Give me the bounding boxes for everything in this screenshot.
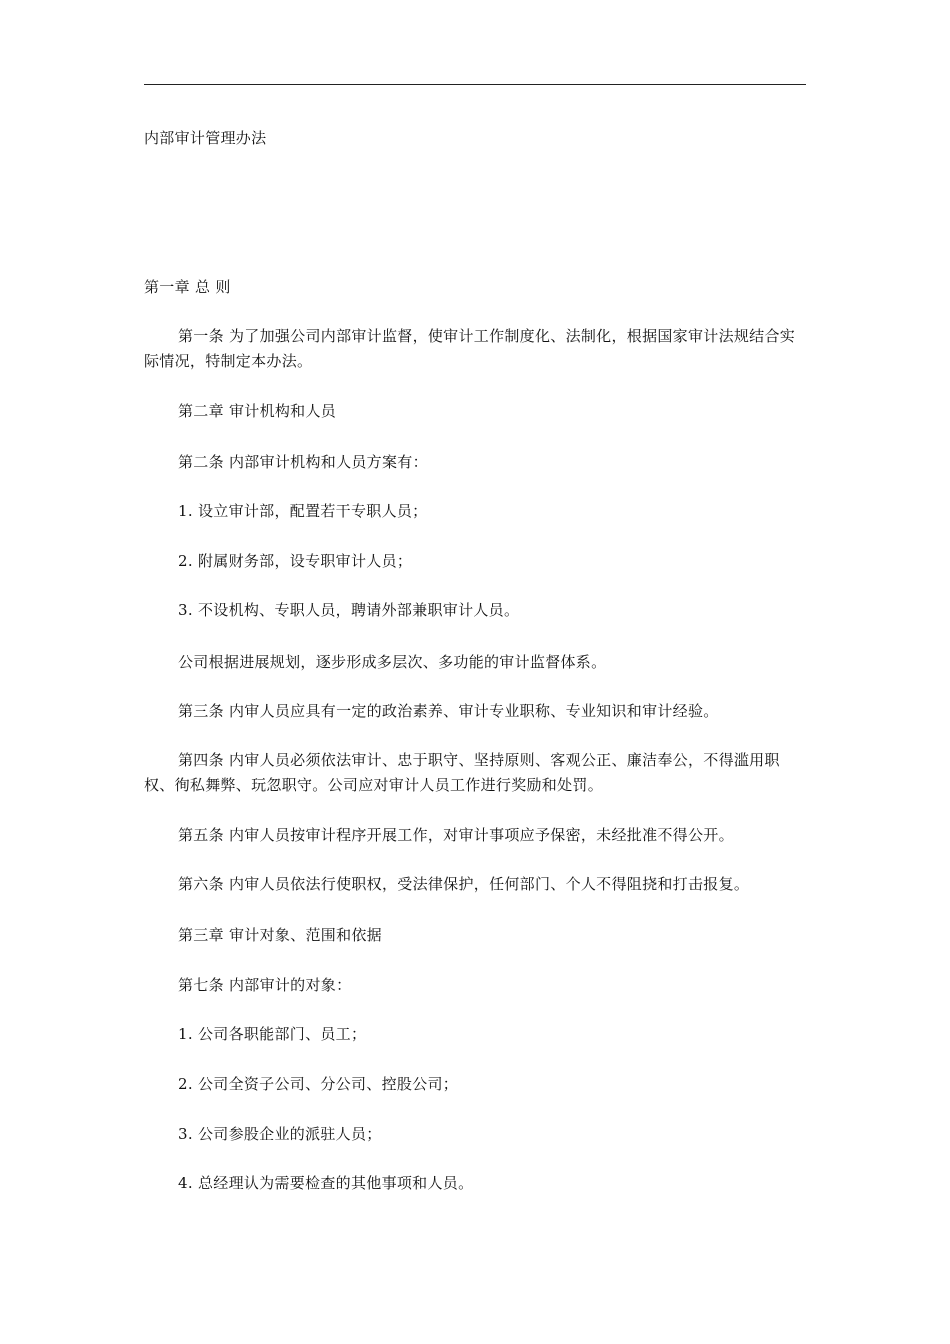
article-7-item-1: 1. 公司各职能部门、员工； [178,1025,367,1043]
chapter-2-heading: 第二章 审计机构和人员 [178,402,337,420]
article-2-item-3: 3. 不设机构、专职人员，聘请外部兼职审计人员。 [178,601,520,619]
article-6: 第六条 内审人员依法行使职权，受法律保护，任何部门、个人不得阻挠和打击报复。 [178,875,750,893]
article-7-item-4: 4. 总经理认为需要检查的其他事项和人员。 [178,1174,474,1192]
article-2: 第二条 内部审计机构和人员方案有： [178,453,428,471]
header-rule [144,84,806,85]
document-title: 内部审计管理办法 [144,129,267,147]
article-3: 第三条 内审人员应具有一定的政治素养、审计专业职称、专业知识和审计经验。 [178,702,719,720]
article-4: 第四条 内审人员必须依法审计、忠于职守、坚持原则、客观公正、廉洁奉公，不得滥用职权、徇私舞弊、玩忽职守。公司应对审计人员工作进行奖励和处罚。 [144,751,780,794]
article-1: 第一条 为了加强公司内部审计监督，使审计工作制度化、法制化，根据国家审计法规结合实际情况，特制定本办法。 [144,327,796,370]
chapter-3-heading: 第三章 审计对象、范围和依据 [178,926,382,944]
article-2-item-1: 1. 设立审计部，配置若干专职人员； [178,502,428,520]
article-2-item-2: 2. 附属财务部，设专职审计人员； [178,552,413,570]
article-7-item-3: 3. 公司参股企业的派驻人员； [178,1125,382,1143]
article-5: 第五条 内审人员按审计程序开展工作，对审计事项应予保密，未经批准不得公开。 [178,826,734,844]
article-7-item-2: 2. 公司全资子公司、分公司、控股公司； [178,1075,459,1093]
article-2-note: 公司根据进展规划，逐步形成多层次、多功能的审计监督体系。 [178,653,607,671]
article-7: 第七条 内部审计的对象： [178,976,352,994]
chapter-1-heading: 第一章 总 则 [144,278,231,296]
